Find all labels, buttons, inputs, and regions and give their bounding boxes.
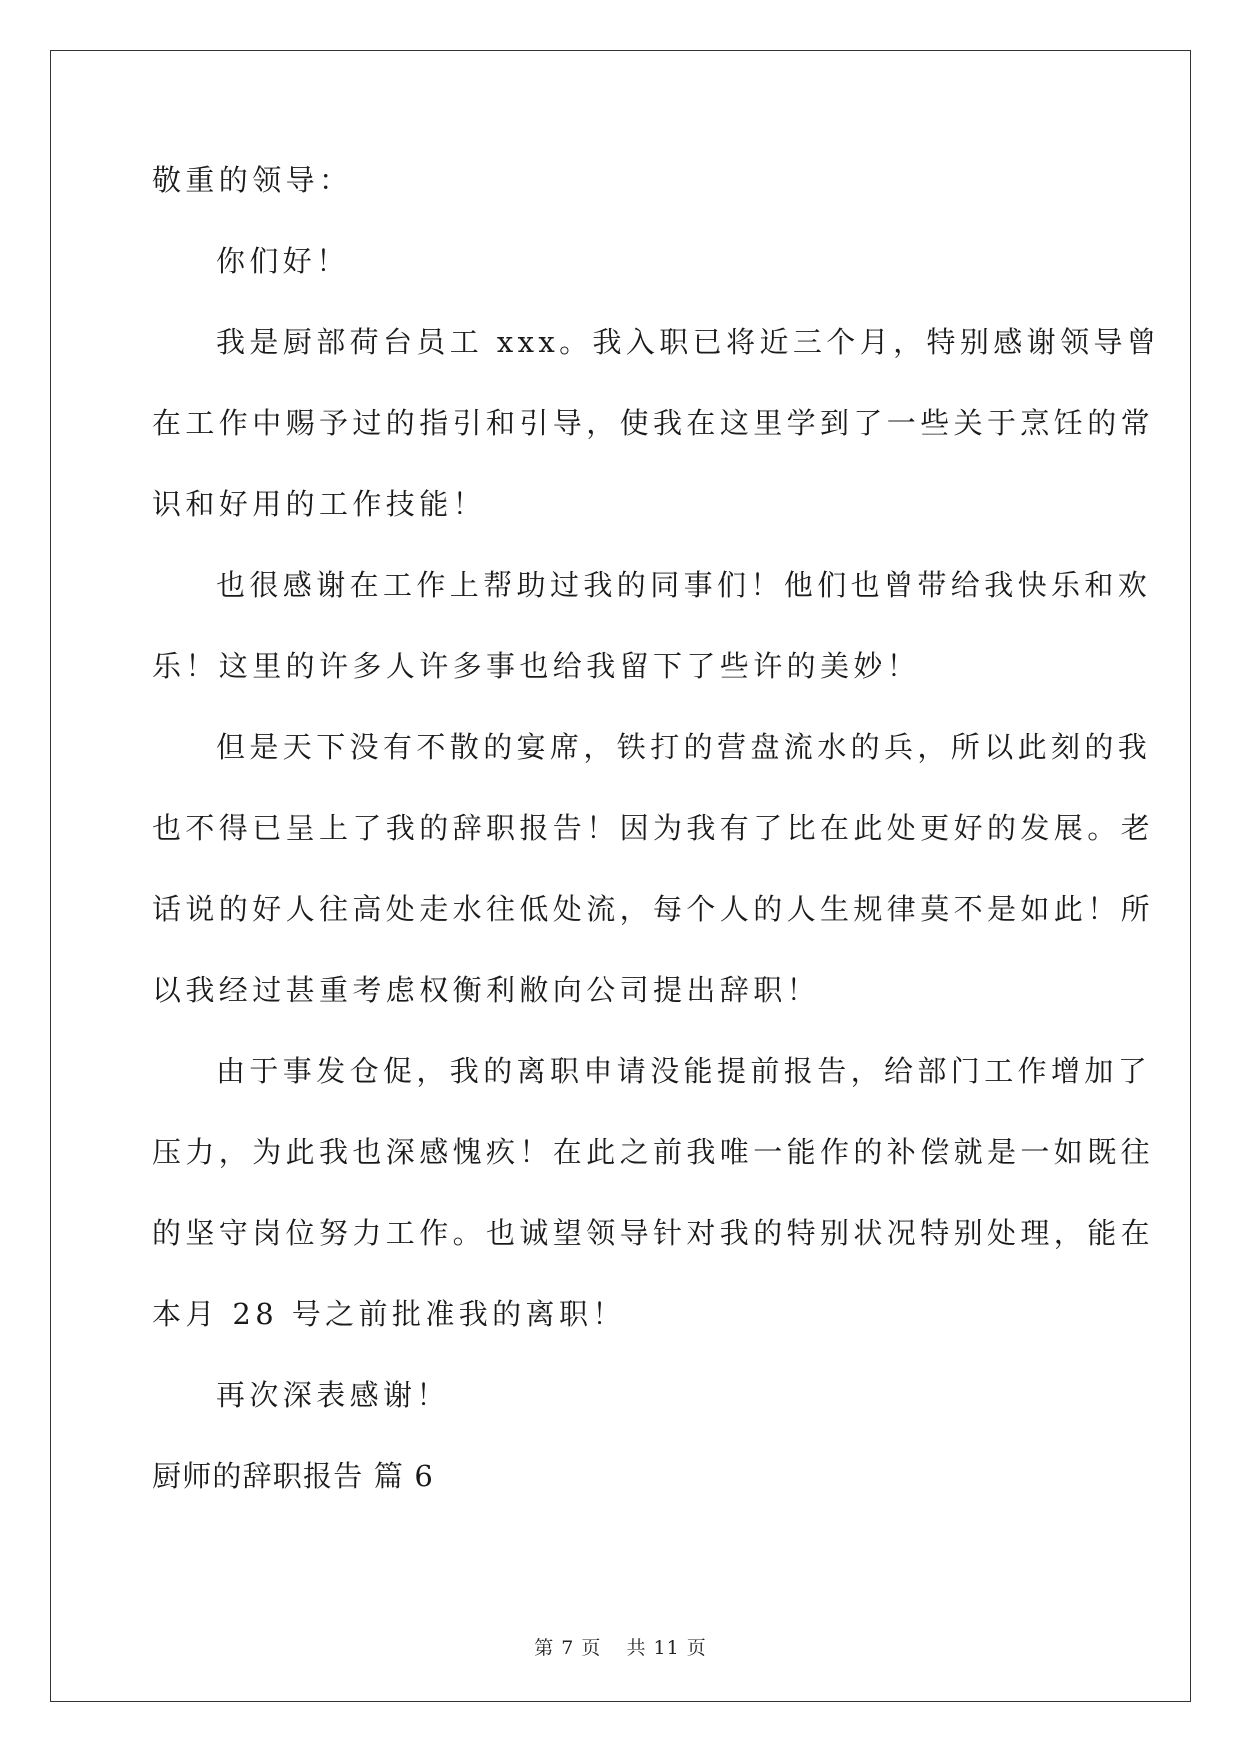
page-number-current: 第 7 页 [534,1637,602,1659]
paragraph-4-line-4: 本月 28 号之前批准我的离职！ [152,1297,626,1331]
paragraph-3-line-3: 话说的好人往高处走水往低处流，每个人的人生规律莫不是如此！所 [152,892,1155,926]
section-heading: 厨师的辞职报告 篇 6 [152,1459,435,1493]
greeting: 你们好！ [216,244,350,278]
paragraph-4-line-2: 压力，为此我也深感愧疚！在此之前我唯一能作的补偿就是一如既往 [152,1135,1155,1169]
paragraph-4-line-1: 由于事发仓促，我的离职申请没能提前报告，给部门工作增加了 [216,1054,1152,1088]
document-body [152,160,1161,1537]
closing: 再次深表感谢！ [216,1378,450,1412]
paragraph-1-line-3: 识和好用的工作技能！ [152,487,487,521]
paragraph-4-line-3: 的坚守岗位努力工作。也诚望领导针对我的特别状况特别处理，能在 [152,1216,1155,1250]
paragraph-3-line-1: 但是天下没有不散的宴席，铁打的营盘流水的兵，所以此刻的我 [216,730,1152,764]
paragraph-1-line-1: 我是厨部荷台员工 xxx。我入职已将近三个月，特别感谢领导曾 [216,325,1161,359]
paragraph-3-line-2: 也不得已呈上了我的辞职报告！因为我有了比在此处更好的发展。老 [152,811,1155,845]
paragraph-1-line-2: 在工作中赐予过的指引和引导，使我在这里学到了一些关于烹饪的常 [152,406,1155,440]
paragraph-2-line-1: 也很感谢在工作上帮助过我的同事们！他们也曾带给我快乐和欢 [216,568,1152,602]
paragraph-3-line-4: 以我经过甚重考虑权衡利敝向公司提出辞职！ [152,973,821,1007]
page-footer [0,1636,1241,1660]
page-number-total: 共 11 页 [626,1637,707,1659]
paragraph-2-line-2: 乐！这里的许多人许多事也给我留下了些许的美妙！ [152,649,921,683]
salutation: 敬重的领导： [152,163,353,197]
